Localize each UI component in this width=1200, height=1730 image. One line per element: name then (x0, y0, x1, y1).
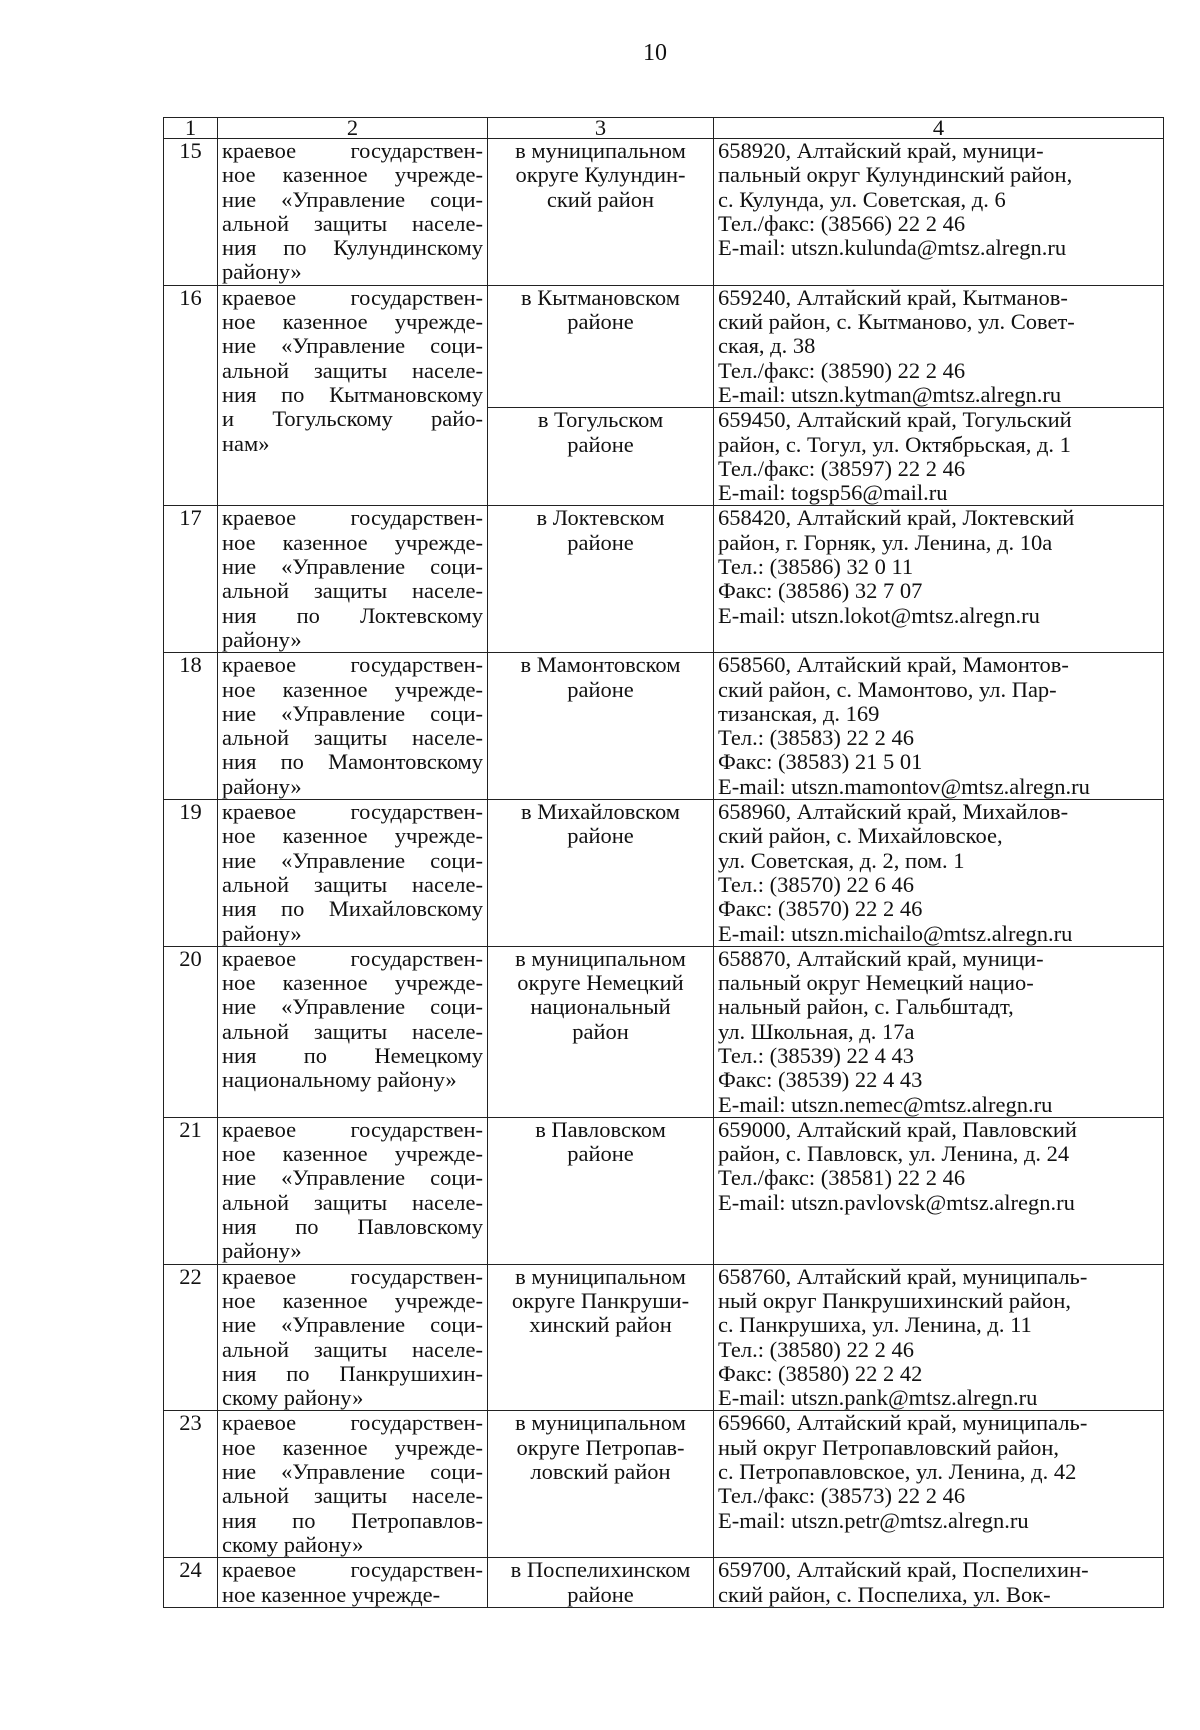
address-line: пальный округ Немецкий нацио- (718, 970, 1034, 996)
address-line: 659450, Алтайский край, Тогульский (718, 407, 1072, 433)
address-cell (714, 506, 1164, 653)
address-line: пальный округ Кулундинский район, (718, 162, 1073, 188)
row-number: 22 (164, 1264, 218, 1411)
agency-name-cell (218, 285, 488, 506)
address-cell (714, 653, 1164, 800)
agency-name-cell (218, 139, 488, 286)
agency-name-cell (218, 1558, 488, 1608)
location-line: округе Панкруши- (511, 1287, 690, 1313)
email-line: E-mail: utszn.kytman@mtsz.alregn.ru (718, 381, 1062, 407)
address-line: 658420, Алтайский край, Локтевский (718, 505, 1075, 531)
agency-name-line: району» (222, 626, 302, 652)
address-line: Тел.: (38570) 22 6 46 (718, 871, 914, 897)
agency-name-line: ния по Панкрушихин- (222, 1360, 483, 1386)
location-cell (488, 800, 714, 947)
location-line: в Кытмановском (521, 284, 680, 310)
column-header: 3 (488, 118, 714, 139)
address-line: Факс: (38583) 21 5 01 (718, 749, 923, 775)
table-row (164, 800, 1164, 947)
agency-name-cell (218, 1117, 488, 1264)
agency-name-line: ное казенное учрежде- (222, 1287, 483, 1313)
address-line: Факс: (38586) 32 7 07 (718, 578, 923, 604)
address-cell (714, 1411, 1164, 1558)
location-line: в Локтевском (536, 505, 665, 531)
agency-name-line: краевое государствен- (222, 1263, 483, 1289)
agency-name-line: краевое государствен- (222, 1116, 483, 1142)
agency-name-line: краевое государствен- (222, 138, 483, 163)
location-line: в муниципальном (515, 1410, 686, 1436)
agency-name-line: ние «Управление соци- (222, 847, 483, 873)
address-line: 659700, Алтайский край, Поспелихин- (718, 1557, 1089, 1583)
address-line: Факс: (38570) 22 2 46 (718, 896, 923, 922)
table-row (164, 139, 1164, 286)
agency-name-line: скому району» (222, 1385, 364, 1411)
agency-name-line: и Тогульскому райо- (222, 406, 483, 432)
agency-name-line: ное казенное учрежде- (222, 1141, 483, 1167)
row-number: 19 (164, 800, 218, 947)
address-line: район, г. Горняк, ул. Ленина, д. 10а (718, 529, 1053, 555)
column-header: 4 (714, 118, 1164, 139)
agency-name-line: краевое государствен- (222, 1557, 483, 1583)
agency-name-line: ное казенное учрежде- (222, 676, 483, 702)
address-line: район, с. Тогул, ул. Октябрьская, д. 1 (718, 431, 1071, 457)
address-line: ный округ Петропавловский район, (718, 1434, 1060, 1460)
agency-name-line: ное казенное учрежде- (222, 529, 483, 555)
agency-name-line: альной защиты населе- (222, 1483, 483, 1509)
location-cell (488, 1264, 714, 1411)
address-cell (714, 139, 1164, 286)
address-line: тизанская, д. 169 (718, 700, 880, 726)
agency-name-line: ное казенное учрежде- (222, 823, 483, 849)
table-row (164, 1117, 1164, 1264)
agency-name-line: ния по Мамонтовскому (222, 749, 483, 775)
row-number: 24 (164, 1558, 218, 1608)
address-line: Факс: (38539) 22 4 43 (718, 1067, 923, 1093)
email-line: E-mail: utszn.michailo@mtsz.alregn.ru (718, 920, 1073, 946)
agency-name-line: краевое государствен- (222, 799, 483, 825)
address-line: Тел./факс: (38581) 22 2 46 (718, 1165, 966, 1191)
agency-name-line: альной защиты населе- (222, 578, 483, 604)
email-line: E-mail: utszn.pavlovsk@mtsz.alregn.ru (718, 1189, 1075, 1215)
agency-name-line: району» (222, 773, 302, 799)
agency-name-line: нам» (222, 430, 270, 456)
agency-name-cell (218, 1411, 488, 1558)
agency-name-line: краевое государствен- (222, 284, 483, 310)
agency-name-cell (218, 800, 488, 947)
agency-name-cell (218, 653, 488, 800)
agency-name-line: району» (222, 920, 302, 946)
location-cell (488, 1117, 714, 1264)
address-line: 658960, Алтайский край, Михайлов- (718, 799, 1069, 825)
agency-name-line: ние «Управление соци- (222, 700, 483, 726)
address-line: Тел./факс: (38566) 22 2 46 (718, 210, 966, 236)
column-header: 1 (164, 118, 218, 139)
address-line: Тел./факс: (38573) 22 2 46 (718, 1483, 966, 1509)
agency-name-line: ние «Управление соци- (222, 554, 483, 580)
address-cell (714, 1264, 1164, 1411)
address-cell (714, 285, 1164, 407)
address-line: 659000, Алтайский край, Павловский (718, 1116, 1077, 1142)
location-line: районе (567, 676, 634, 702)
address-line: 658870, Алтайский край, муници- (718, 945, 1044, 971)
agency-name-line: краевое государствен- (222, 652, 483, 678)
address-line: 658760, Алтайский край, муниципаль- (718, 1263, 1088, 1289)
agency-name-line: ния по Петропавлов- (222, 1507, 483, 1533)
table-row (164, 946, 1164, 1117)
agency-name-line: альной защиты населе- (222, 1336, 483, 1362)
address-cell (714, 800, 1164, 947)
table-row (164, 653, 1164, 800)
address-line: район, с. Павловск, ул. Ленина, д. 24 (718, 1141, 1070, 1167)
table-row (164, 1264, 1164, 1411)
row-number: 21 (164, 1117, 218, 1264)
agency-name-line: ния по Локтевскому (222, 602, 483, 628)
location-cell (488, 653, 714, 800)
agency-name-line: альной защиты населе- (222, 357, 483, 383)
agency-name-line: альной защиты населе- (222, 210, 483, 236)
table-row (164, 1558, 1164, 1608)
location-cell (488, 1558, 714, 1608)
location-line: ловский район (530, 1459, 671, 1485)
address-line: с. Петропавловское, ул. Ленина, д. 42 (718, 1459, 1077, 1485)
location-cell (488, 1411, 714, 1558)
address-line: ский район, с. Кытманово, ул. Совет- (718, 309, 1075, 335)
location-line: в муниципальном (515, 1263, 686, 1289)
address-line: 658920, Алтайский край, муници- (718, 138, 1044, 163)
location-line: районе (567, 1581, 634, 1607)
location-line: районе (567, 823, 634, 849)
table-row (164, 285, 1164, 407)
location-line: в муниципальном (515, 138, 686, 163)
agency-name-line: альной защиты населе- (222, 725, 483, 751)
address-line: Тел.: (38583) 22 2 46 (718, 725, 914, 751)
email-line: E-mail: utszn.kulunda@mtsz.alregn.ru (718, 235, 1067, 261)
location-line: национальный (530, 994, 671, 1020)
agency-name-line: ния по Кытмановскому (222, 381, 483, 407)
row-number: 23 (164, 1411, 218, 1558)
table-row (164, 506, 1164, 653)
agency-name-line: альной защиты населе- (222, 871, 483, 897)
address-line: 659660, Алтайский край, муниципаль- (718, 1410, 1088, 1436)
agency-name-line: ние «Управление соци- (222, 1312, 483, 1338)
agency-name-cell (218, 1264, 488, 1411)
address-cell (714, 1117, 1164, 1264)
address-line: Тел./факс: (38597) 22 2 46 (718, 455, 966, 481)
location-cell (488, 139, 714, 286)
agency-name-line: национальному району» (222, 1067, 457, 1093)
agency-name-line: ние «Управление соци- (222, 186, 483, 212)
location-line: в Павловском (535, 1116, 666, 1142)
agency-name-line: ное казенное учрежде- (222, 309, 483, 335)
location-line: хинский район (529, 1312, 672, 1338)
address-line: нальный район, с. Гальбштадт, (718, 994, 1014, 1020)
address-line: Тел.: (38586) 32 0 11 (718, 554, 914, 580)
location-line: округе Немецкий (517, 970, 684, 996)
agency-name-line: ния по Михайловскому (222, 896, 483, 922)
location-line: в Тогульском (537, 407, 664, 433)
agency-name-line: ное казенное учрежде- (222, 1434, 483, 1460)
address-line: 659240, Алтайский край, Кытманов- (718, 284, 1068, 310)
address-cell (714, 946, 1164, 1117)
agency-name-line: скому району» (222, 1531, 364, 1557)
institutions-table (163, 117, 1164, 1608)
location-line: округе Петропав- (516, 1434, 685, 1460)
address-line: Тел.: (38539) 22 4 43 (718, 1042, 914, 1068)
address-line: 658560, Алтайский край, Мамонтов- (718, 652, 1069, 678)
address-line: Тел./факс: (38590) 22 2 46 (718, 357, 966, 383)
agency-name-line: ное казенное учрежде- (222, 1581, 441, 1607)
agency-name-line: ния по Немецкому (222, 1042, 483, 1068)
address-line: ский район, с. Поспелиха, ул. Вок- (718, 1581, 1051, 1607)
agency-name-line: ное казенное учрежде- (222, 970, 483, 996)
email-line: E-mail: togsp56@mail.ru (718, 480, 948, 506)
agency-name-cell (218, 506, 488, 653)
address-line: ский район, с. Михайловское, (718, 823, 1003, 849)
agency-name-line: краевое государствен- (222, 505, 483, 531)
location-line: в Михайловском (520, 799, 681, 825)
email-line: E-mail: utszn.lokot@mtsz.alregn.ru (718, 602, 1040, 628)
agency-name-line: ния по Павловскому (222, 1214, 483, 1240)
location-cell (488, 285, 714, 407)
address-line: ул. Советская, д. 2, пом. 1 (718, 847, 965, 873)
column-header: 2 (218, 118, 488, 139)
address-line: ный округ Панкрушихинский район, (718, 1287, 1071, 1313)
agency-name-line: ние «Управление соци- (222, 994, 483, 1020)
agency-name-line: ние «Управление соци- (222, 1165, 483, 1191)
page-number: 10 (643, 40, 667, 66)
address-line: с. Панкрушиха, ул. Ленина, д. 11 (718, 1312, 1032, 1338)
address-line: с. Кулунда, ул. Советская, д. 6 (718, 186, 1006, 212)
table-body (164, 115, 1164, 1608)
agency-name-line: альной защиты населе- (222, 1018, 483, 1044)
location-cell (488, 506, 714, 653)
location-line: в муниципальном (515, 945, 686, 971)
agency-name-line: району» (222, 259, 302, 285)
location-line: районе (567, 431, 634, 457)
row-number: 16 (164, 285, 218, 506)
email-line: E-mail: utszn.mamontov@mtsz.alregn.ru (718, 773, 1090, 799)
location-line: район (572, 1018, 629, 1044)
table-header-row (164, 118, 1164, 139)
agency-name-line: ние «Управление соци- (222, 333, 483, 359)
address-line: ул. Школьная, д. 17а (718, 1018, 915, 1044)
agency-name-line: ное казенное учрежде- (222, 162, 483, 188)
table-row (164, 1411, 1164, 1558)
email-line: E-mail: utszn.pank@mtsz.alregn.ru (718, 1385, 1038, 1411)
row-number: 20 (164, 946, 218, 1117)
location-line: районе (567, 1141, 634, 1167)
agency-name-line: краевое государствен- (222, 945, 483, 971)
location-cell (488, 408, 714, 506)
location-line: округе Кулундин- (515, 162, 686, 188)
agency-name-line: краевое государствен- (222, 1410, 483, 1436)
agency-name-line: ние «Управление соци- (222, 1459, 483, 1485)
email-line: E-mail: utszn.nemec@mtsz.alregn.ru (718, 1091, 1053, 1117)
email-line: E-mail: utszn.petr@mtsz.alregn.ru (718, 1507, 1029, 1533)
address-line: Тел.: (38580) 22 2 46 (718, 1336, 914, 1362)
location-line: в Мамонтовском (520, 652, 681, 678)
agency-name-line: альной защиты населе- (222, 1189, 483, 1215)
location-line: районе (567, 529, 634, 555)
location-line: ский район (546, 186, 655, 212)
row-number: 15 (164, 139, 218, 286)
location-line: в Поспелихинском (510, 1557, 691, 1583)
row-number: 17 (164, 506, 218, 653)
agency-name-line: району» (222, 1238, 302, 1264)
address-cell (714, 1558, 1164, 1608)
agency-name-cell (218, 946, 488, 1117)
agency-name-line: ния по Кулундинскому (222, 235, 483, 261)
location-cell (488, 946, 714, 1117)
location-line: районе (567, 309, 634, 335)
address-cell (714, 408, 1164, 506)
address-line: ская, д. 38 (718, 333, 816, 359)
address-line: Факс: (38580) 22 2 42 (718, 1360, 923, 1386)
row-number: 18 (164, 653, 218, 800)
address-line: ский район, с. Мамонтово, ул. Пар- (718, 676, 1057, 702)
